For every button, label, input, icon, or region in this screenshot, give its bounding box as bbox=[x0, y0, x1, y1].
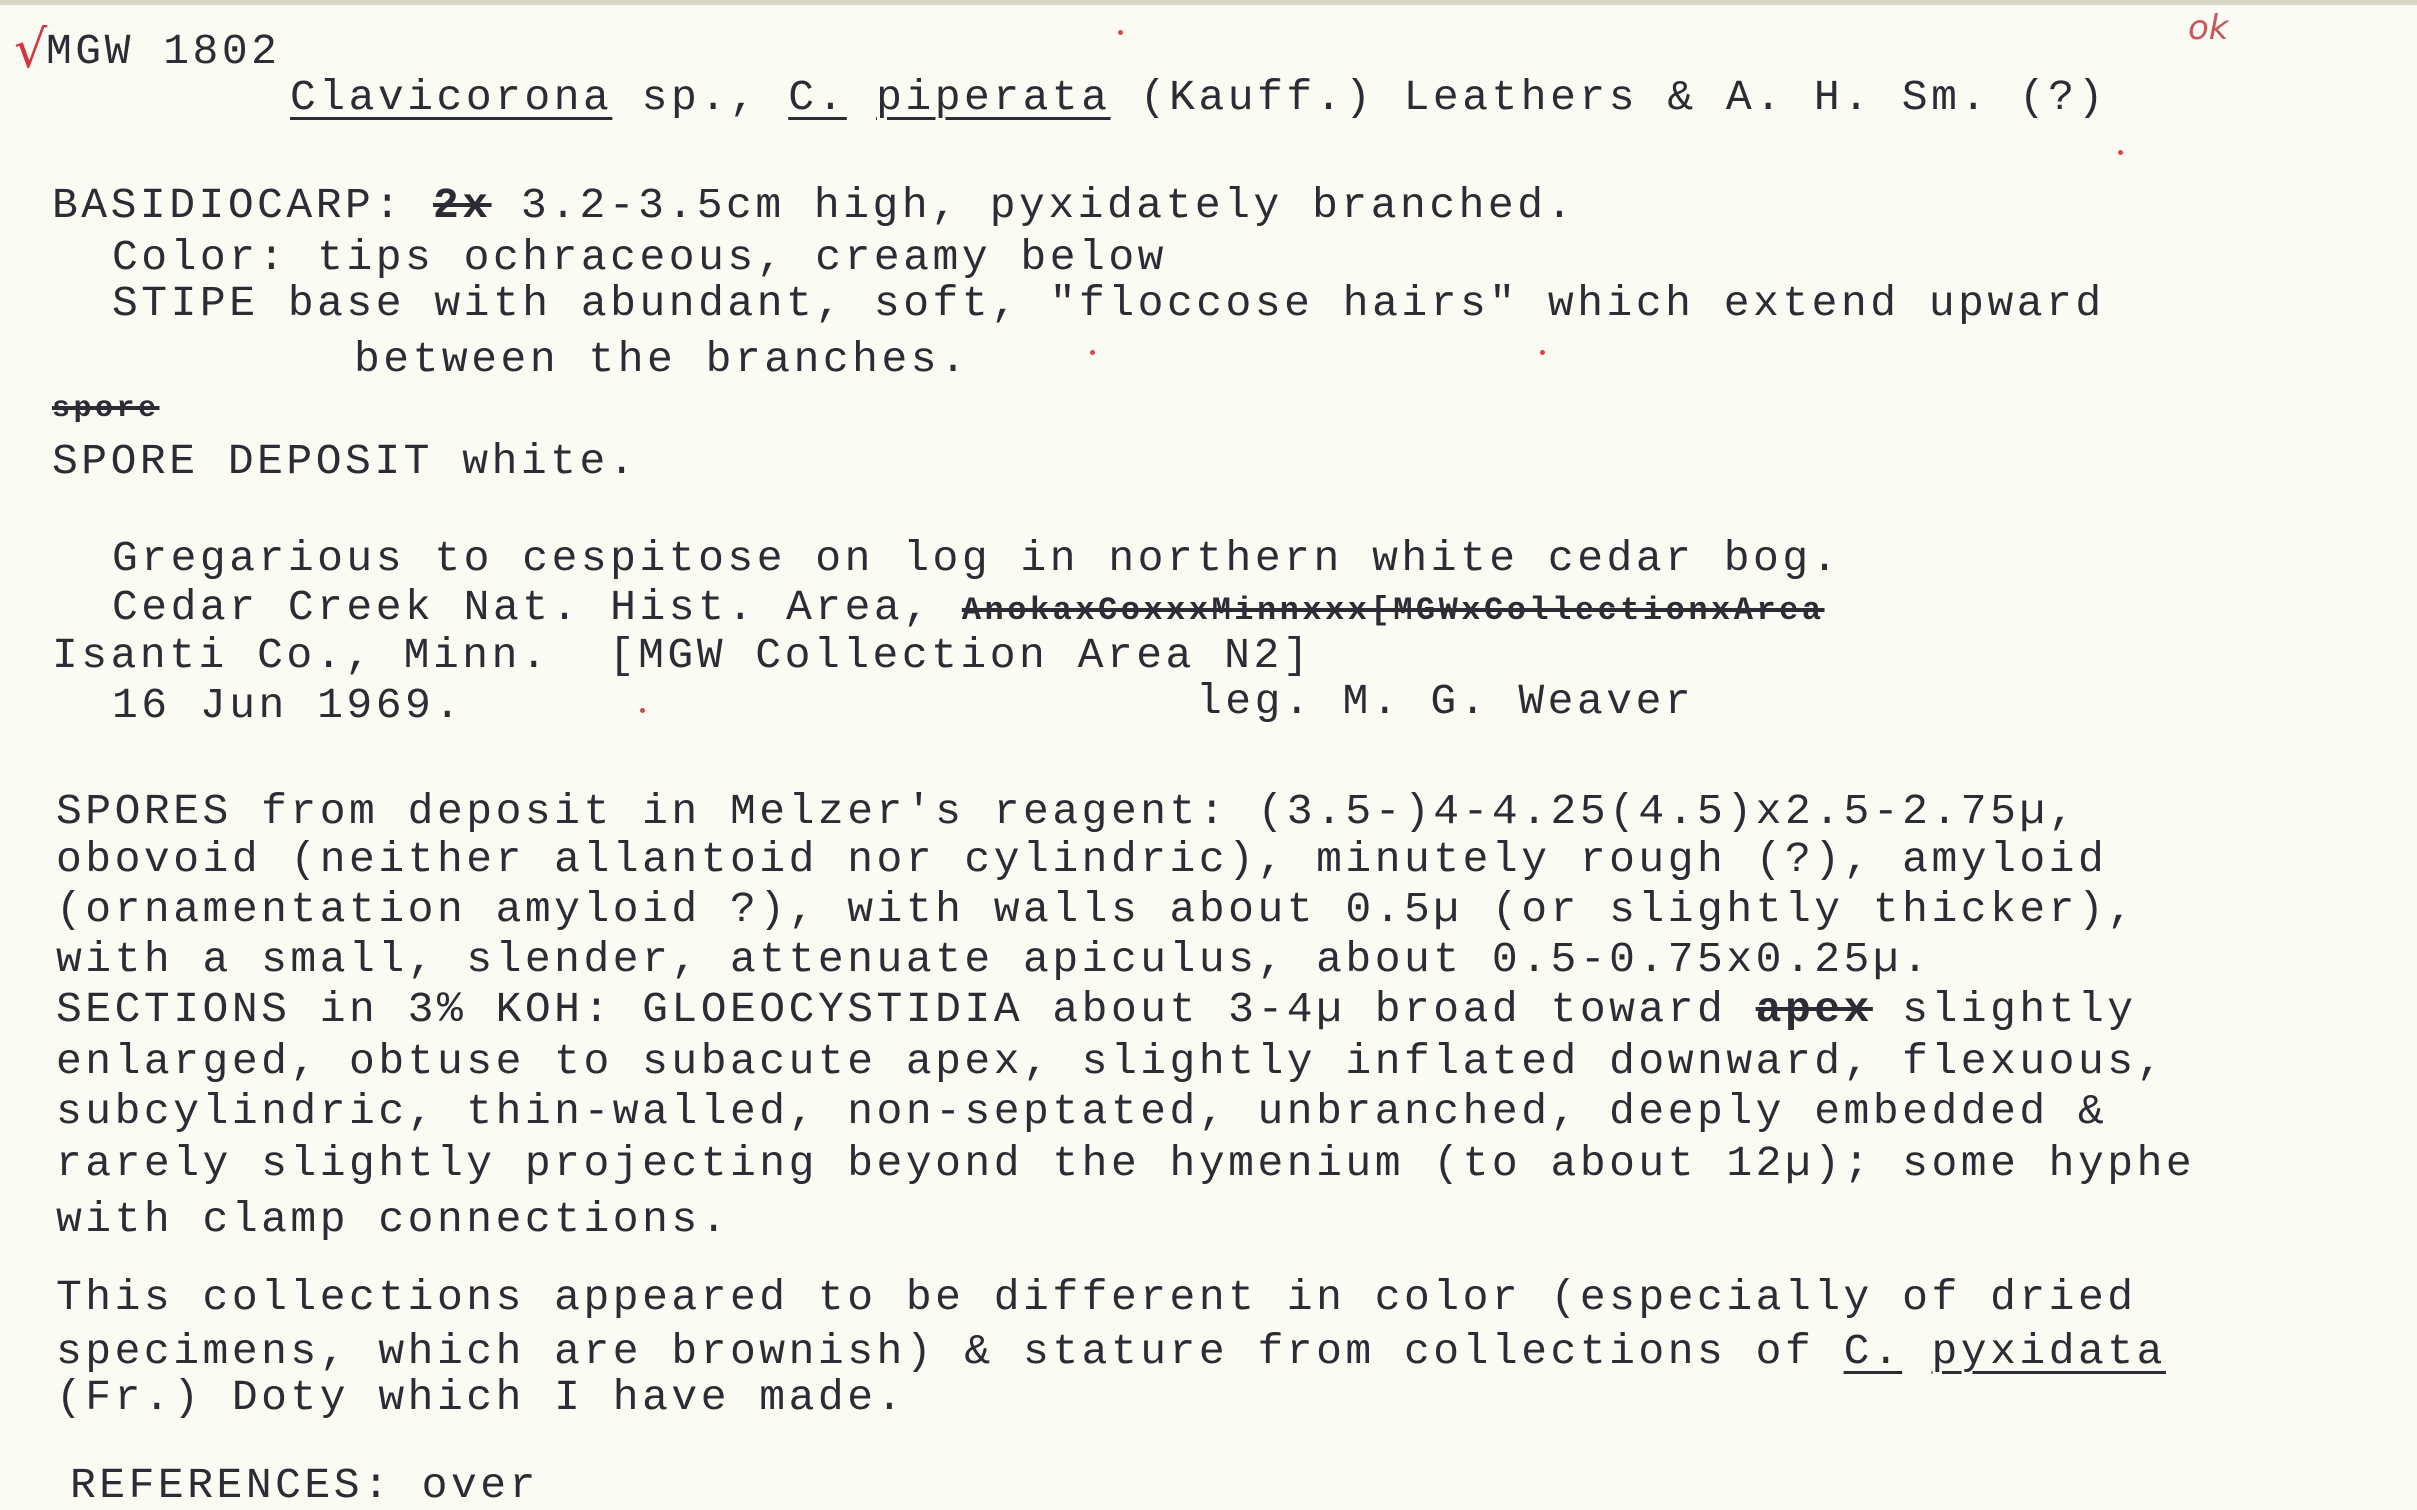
color-line: Color: tips ochraceous, creamy below bbox=[112, 233, 1167, 282]
ink-speck bbox=[640, 708, 645, 713]
locality-line bbox=[112, 583, 1825, 632]
locality-prefix: Cedar Creek Nat. Hist. Area, bbox=[112, 583, 962, 632]
basidiocarp-line bbox=[52, 181, 1576, 230]
card-top-edge bbox=[0, 0, 2417, 5]
remarks-species: pyxidata bbox=[1931, 1327, 2166, 1376]
sections-line-5: with clamp connections. bbox=[56, 1195, 730, 1244]
species-name: piperata bbox=[876, 73, 1111, 122]
collection-date: 16 Jun 1969. bbox=[112, 681, 464, 730]
sections-suffix: slightly bbox=[1872, 985, 2137, 1034]
collector: leg. M. G. Weaver bbox=[1196, 677, 1695, 726]
spores-line-3: (ornamentation amyloid ?), with walls about 0.5µ (or slightly thicker), bbox=[56, 885, 2137, 934]
basidiocarp-label: BASIDIOCARP: bbox=[52, 181, 433, 230]
stipe-line: STIPE base with abundant, soft, "floccose hairs" which extend upward bbox=[112, 279, 2105, 328]
sp-separator: sp., bbox=[612, 73, 789, 122]
struck-locality: AnokaxCoxxxMinnxxx[MGWxCollectionxArea bbox=[961, 592, 1825, 629]
stipe-continuation: between the branches. bbox=[354, 335, 970, 384]
county-line: Isanti Co., Minn. [MGW Collection Area N2] bbox=[52, 631, 1313, 680]
spores-line-1: SPORES from deposit in Melzer's reagent: (3.5-)4-4.25(4.5)x2.5-2.75µ, bbox=[56, 787, 2078, 836]
sections-line-3: subcylindric, thin-walled, non-septated, unbranched, deeply embedded & bbox=[56, 1087, 2108, 1136]
remarks-genus: C. bbox=[1843, 1327, 1903, 1376]
specimen-id: MGW 1802 bbox=[46, 27, 281, 76]
struck-text: 2x bbox=[432, 181, 492, 230]
sections-line-4: rarely slightly projecting beyond the hymenium (to about 12µ); some hyphe bbox=[56, 1139, 2196, 1188]
remarks-line-2 bbox=[56, 1327, 2166, 1376]
basidiocarp-text: 3.2-3.5cm high, pyxidately branched. bbox=[491, 181, 1576, 230]
abbr-genus: C. bbox=[788, 73, 847, 122]
ink-speck bbox=[1090, 350, 1095, 355]
ink-speck bbox=[1540, 350, 1545, 355]
remarks-line-1: This collections appeared to be different in color (especially of dried bbox=[56, 1273, 2137, 1322]
authority: (Kauff.) Leathers & A. H. Sm. (?) bbox=[1110, 73, 2107, 122]
ink-speck bbox=[1118, 30, 1123, 35]
spores-line-4: with a small, slender, attenuate apiculus, about 0.5-0.75x0.25µ. bbox=[56, 935, 1932, 984]
sections-line-1 bbox=[56, 985, 2137, 1034]
habitat-line: Gregarious to cespitose on log in northern white cedar bog. bbox=[112, 534, 1841, 583]
taxon-title bbox=[290, 73, 2107, 122]
ink-speck bbox=[2118, 150, 2123, 155]
remarks-line-3: (Fr.) Doty which I have made. bbox=[56, 1373, 906, 1422]
check-mark: √ bbox=[14, 20, 48, 80]
genus-name: Clavicorona bbox=[290, 73, 613, 122]
ok-annotation: ok bbox=[2188, 8, 2229, 48]
references-line: REFERENCES: over bbox=[70, 1461, 539, 1510]
spores-line-2: obovoid (neither allantoid nor cylindric), minutely rough (?), amyloid bbox=[56, 835, 2108, 884]
remarks-prefix: specimens, which are brownish) & stature from collections of bbox=[56, 1327, 1844, 1376]
struck-apex: apex bbox=[1755, 985, 1873, 1034]
sections-prefix: SECTIONS in 3% KOH: GLOEOCYSTIDIA about 3-4µ broad toward bbox=[56, 985, 1756, 1034]
sections-line-2: enlarged, obtuse to subacute apex, slightly inflated downward, flexuous, bbox=[56, 1037, 2166, 1086]
struck-spore-word: spore bbox=[52, 392, 160, 426]
spore-deposit-line: SPORE DEPOSIT white. bbox=[52, 437, 639, 486]
